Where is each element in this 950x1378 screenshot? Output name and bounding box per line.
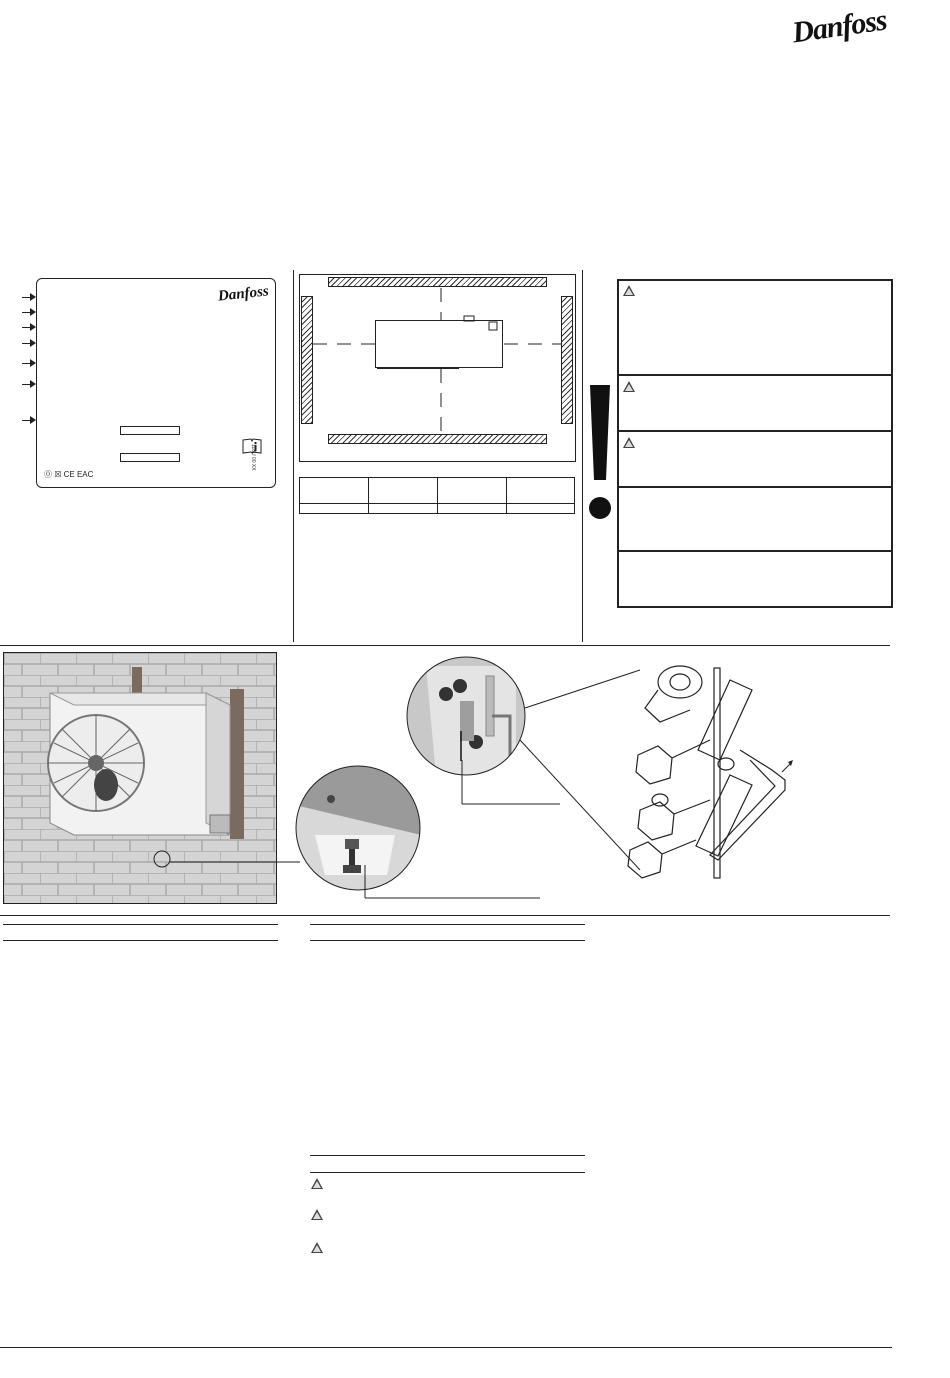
column-divider-2 — [582, 270, 583, 642]
col1-heading-rule-top — [3, 924, 278, 925]
pointer-arrow-7 — [22, 420, 34, 421]
column-divider-1 — [293, 270, 294, 642]
leader-lines — [0, 640, 950, 915]
label-logo: Danfoss — [217, 283, 270, 305]
label-field-2 — [120, 453, 180, 462]
pointer-arrow-6 — [22, 384, 34, 385]
lower-separator — [0, 915, 890, 916]
col2-heading-rule-top — [310, 924, 585, 925]
warning-triangle-icon — [623, 285, 635, 296]
pointer-arrow-3 — [22, 327, 34, 328]
exclamation-icon — [588, 385, 612, 520]
warnings-box — [617, 279, 893, 608]
col2-heading-rule-bottom — [310, 940, 585, 941]
pointer-arrow-1 — [22, 297, 34, 298]
table-col-3 — [506, 477, 507, 514]
clearance-lines — [299, 274, 576, 467]
col1-heading-rule-bottom — [3, 940, 278, 941]
warning-divider-4 — [617, 550, 893, 552]
warning-triangle-icon — [311, 1209, 323, 1220]
danfoss-logo: Danfoss — [790, 3, 889, 50]
col2-subheading-rule-bottom — [310, 1172, 585, 1173]
footer-rule — [0, 1347, 892, 1348]
table-col-2 — [437, 477, 438, 514]
warning-divider-2 — [617, 430, 893, 432]
warning-triangle-icon — [311, 1242, 323, 1253]
warning-divider-1 — [617, 374, 893, 376]
pointer-arrow-4 — [22, 343, 34, 344]
pointer-arrow-2 — [22, 312, 34, 313]
certification-marks: ⓪ ☒ CE EAC — [44, 470, 94, 479]
warning-triangle-icon — [311, 1178, 323, 1189]
label-side-code: 118U 00 XX — [250, 444, 256, 471]
table-col-1 — [368, 477, 369, 514]
col2-subheading-rule-top — [310, 1155, 585, 1156]
warning-divider-3 — [617, 486, 893, 488]
warning-triangle-icon — [623, 437, 635, 448]
warning-triangle-icon — [623, 381, 635, 392]
pointer-arrow-5 — [22, 363, 34, 364]
label-field-1 — [120, 426, 180, 435]
